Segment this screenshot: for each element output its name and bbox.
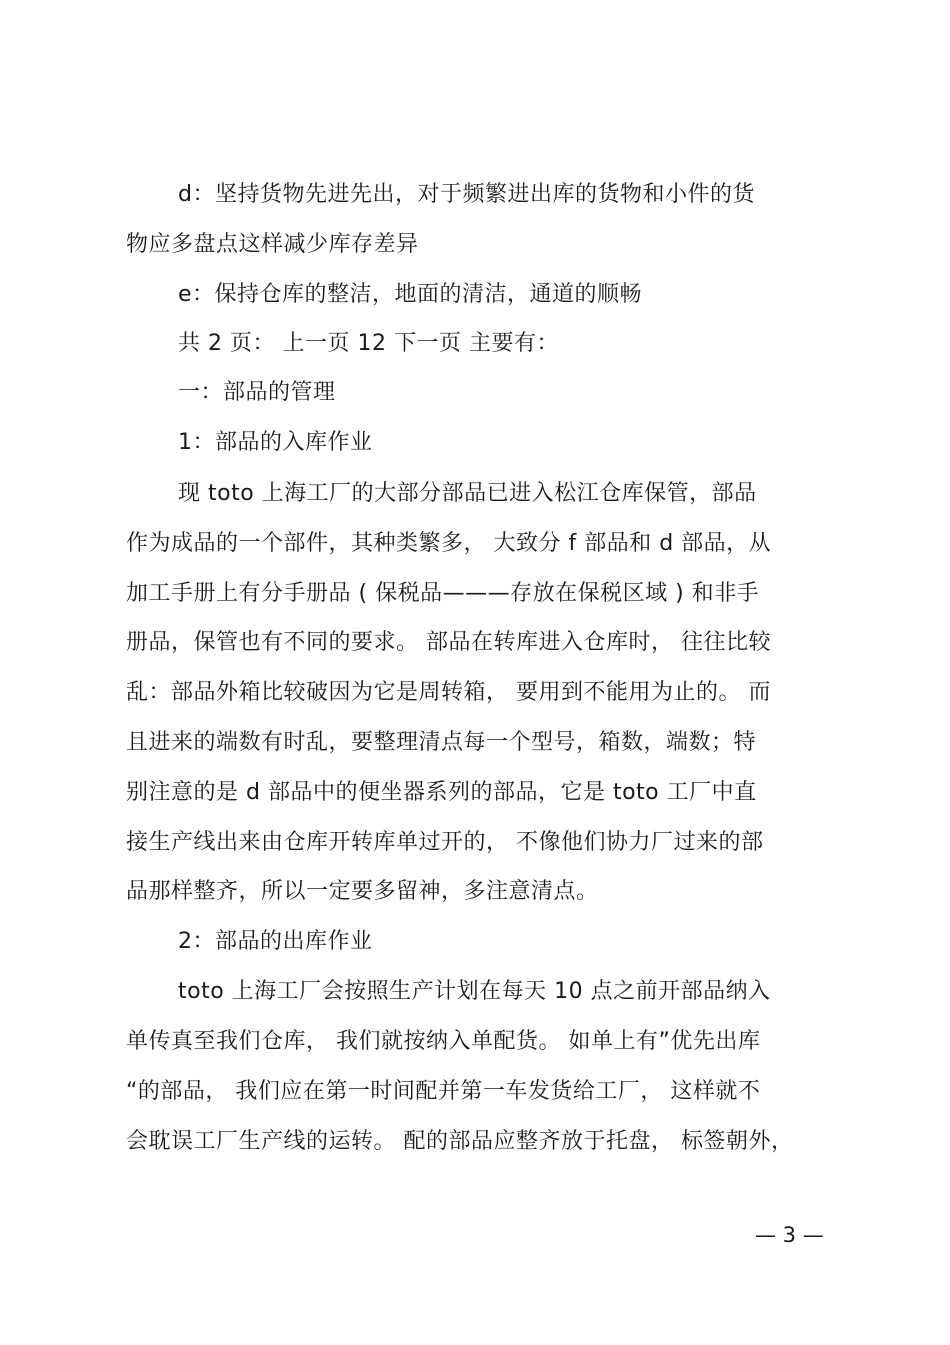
page-number: — 3 —	[755, 1223, 824, 1247]
paragraph-line: 别注意的是 d 部品中的便坐器系列的部品，它是 toto 工厂中直	[126, 780, 757, 805]
paragraph-line: 且进来的端数有时乱，要整理清点每一个型号，箱数，端数；特	[126, 730, 757, 755]
paragraph-line: 会耽误工厂生产线的运转。 配的部品应整齐放于托盘， 标签朝外，	[126, 1129, 794, 1154]
subsection-heading: 2：部品的出库作业	[178, 929, 373, 954]
paragraph-line: 加工手册上有分手册品 ( 保税品———存放在保税区域 ) 和非手	[126, 581, 760, 606]
paragraph-line: d：坚持货物先进先出，对于频繁进出库的货物和小件的货	[178, 182, 755, 207]
page-navigation-line: 共 2 页： 上一页 12 下一页 主要有：	[178, 331, 559, 356]
paragraph-line: 乱：部品外箱比较破因为它是周转箱， 要用到不能用为止的。 而	[126, 680, 771, 705]
paragraph-line: 物应多盘点这样减少库存差异	[126, 232, 419, 257]
paragraph-line: 品那样整齐，所以一定要多留神，多注意清点。	[126, 879, 599, 904]
paragraph-line: 册品，保管也有不同的要求。 部品在转库进入仓库时， 往往比较	[126, 630, 771, 655]
paragraph-line: e：保持仓库的整洁，地面的清洁，通道的顺畅	[178, 282, 643, 307]
paragraph-line: 现 toto 上海工厂的大部分部品已进入松江仓库保管，部品	[178, 481, 757, 506]
section-heading: 一：部品的管理	[178, 380, 336, 405]
subsection-heading: 1：部品的入库作业	[178, 430, 373, 455]
paragraph-line: 接生产线出来由仓库开转库单过开的， 不像他们协力厂过来的部	[126, 830, 764, 855]
paragraph-line: 单传真至我们仓库， 我们就按纳入单配货。 如单上有”优先出库	[126, 1029, 761, 1054]
paragraph-line: toto 上海工厂会按照生产计划在每天 10 点之前开部品纳入	[178, 979, 771, 1004]
paragraph-line: 作为成品的一个部件，其种类繁多， 大致分 f 部品和 d 部品，从	[126, 531, 772, 556]
paragraph-line: “的部品， 我们应在第一时间配并第一车发货给工厂， 这样就不	[126, 1079, 761, 1104]
